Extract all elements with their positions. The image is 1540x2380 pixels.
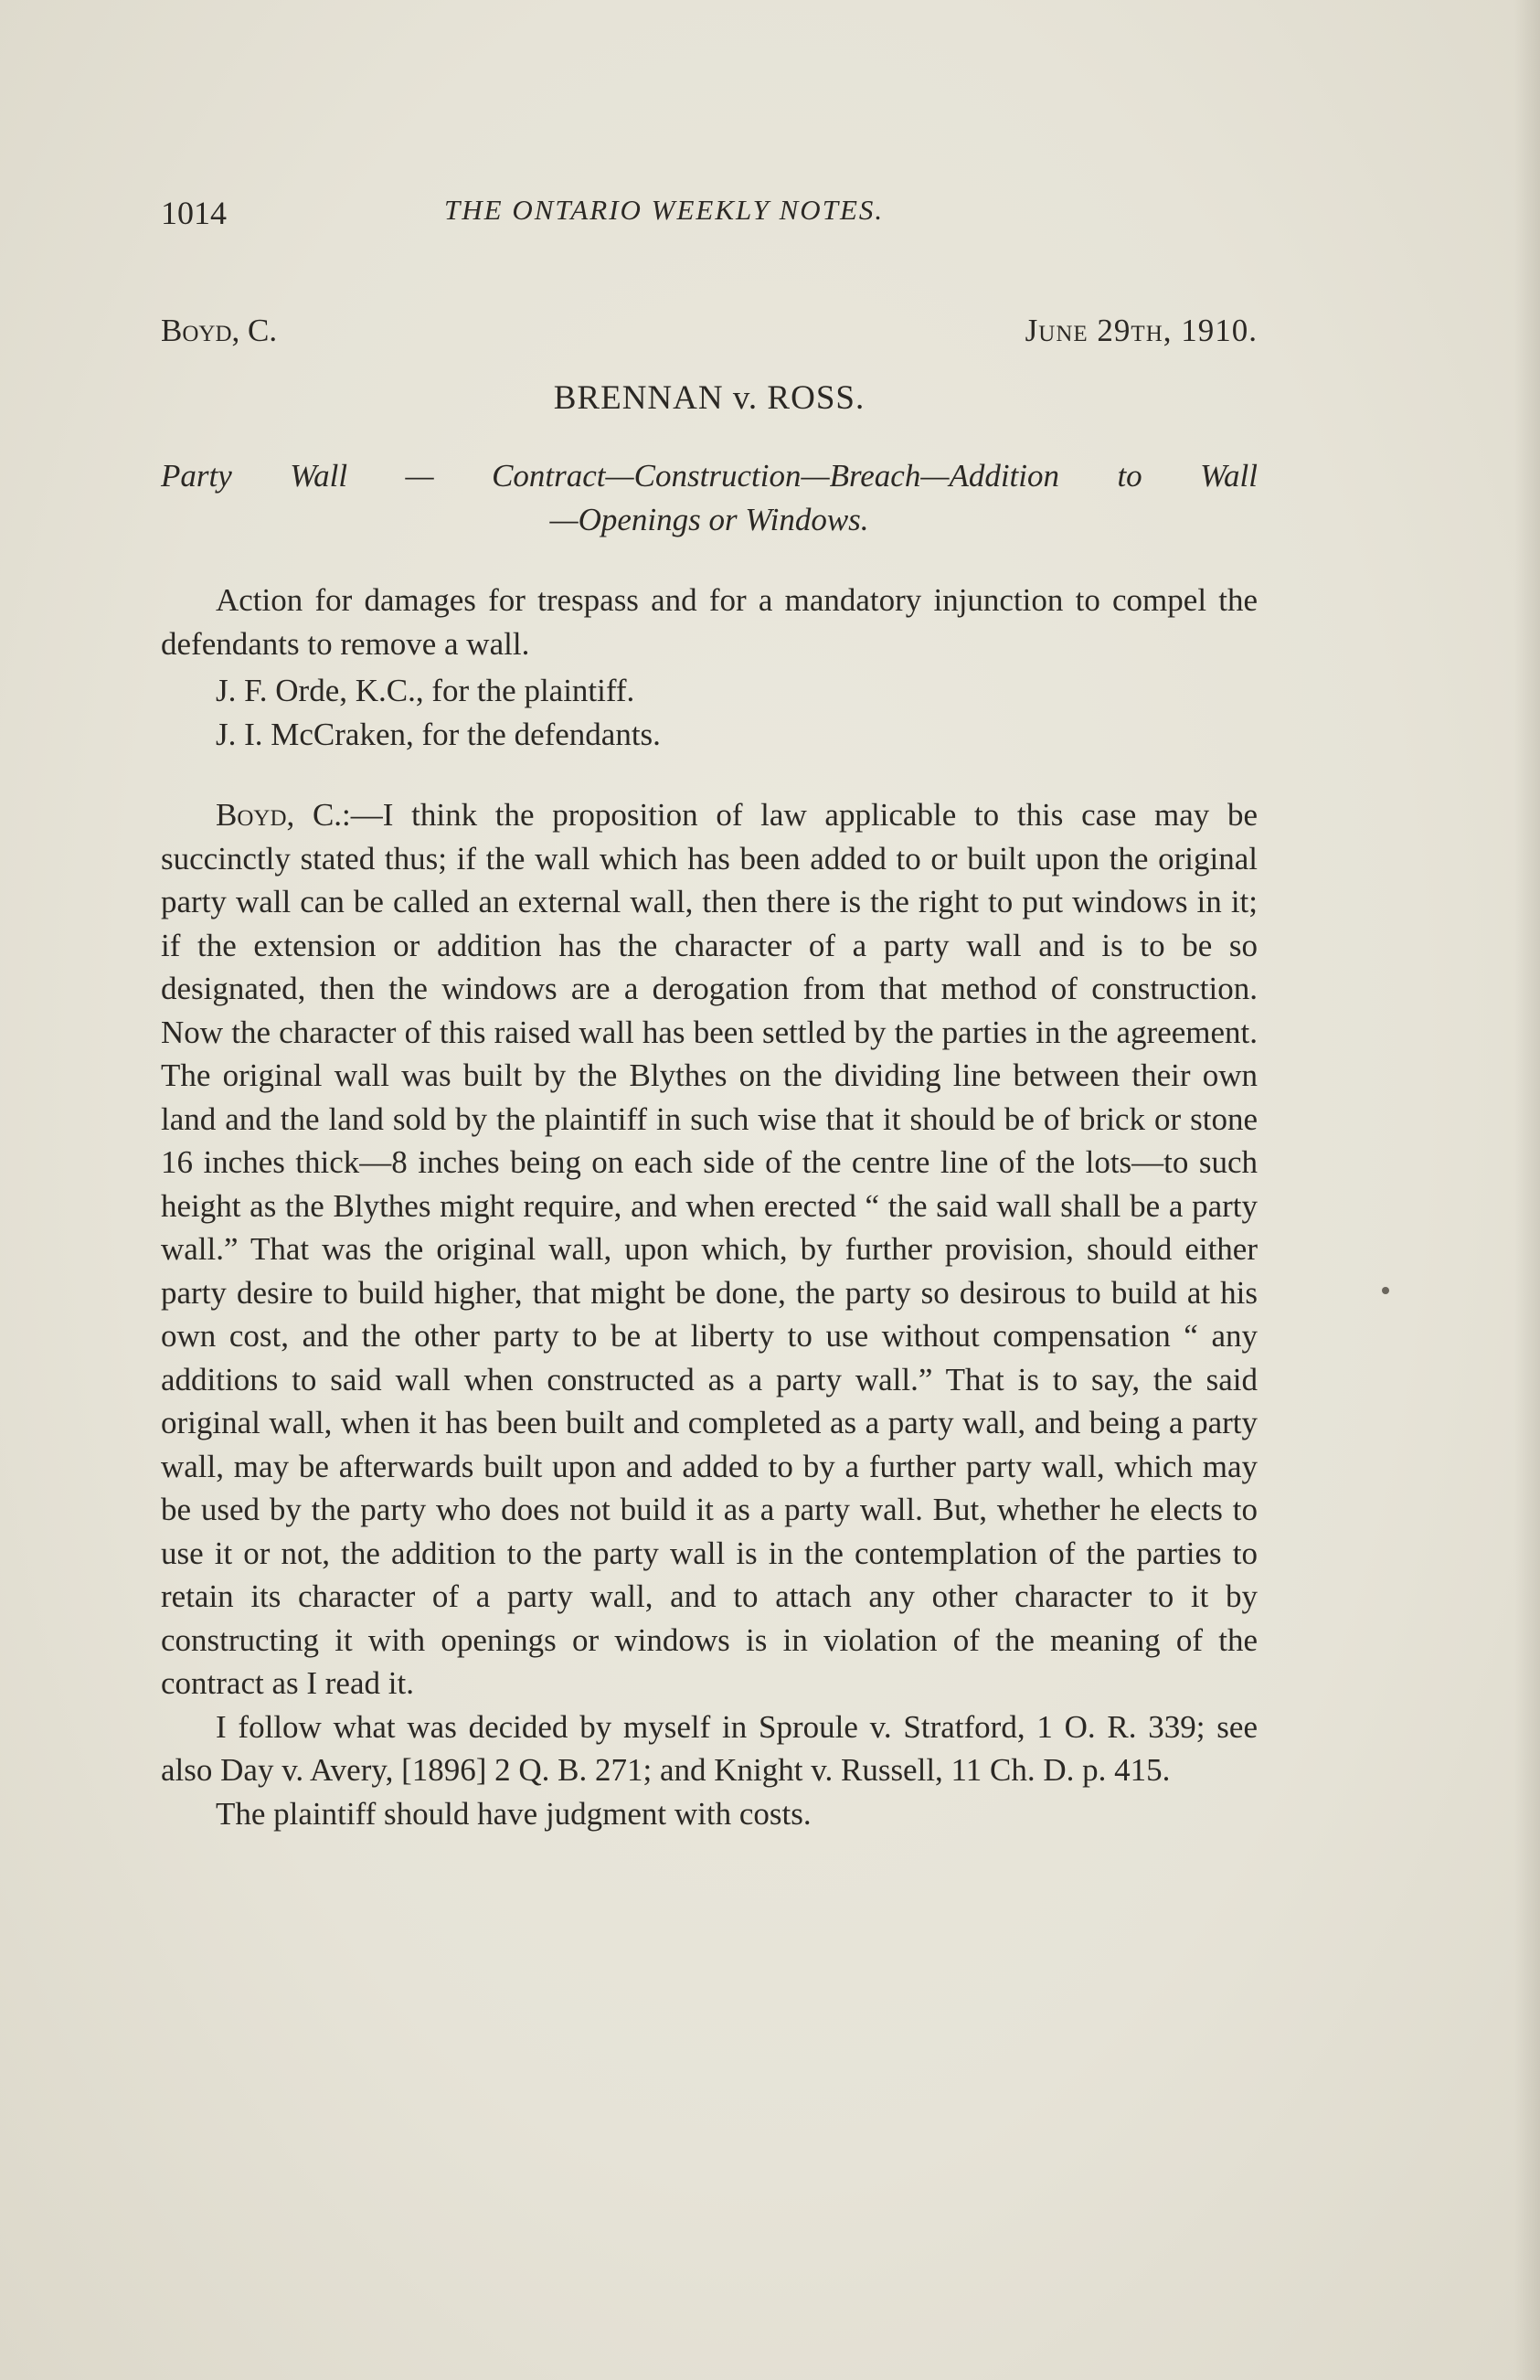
action-description: Action for damages for trespass and for a mandatory injunction to compel the defendants to remove a wall.	[161, 582, 1258, 662]
judgment-paragraph-1	[161, 793, 1258, 1705]
running-head	[161, 183, 1258, 238]
judgment-judge-lead: Boyd, C.	[216, 797, 343, 833]
counsel-list	[161, 669, 1258, 757]
counsel-plaintiff: J. F. Orde, K.C., for the plaintiff.	[216, 673, 635, 708]
judge-name: Boyd, C.	[161, 313, 278, 348]
counsel-defendants: J. I. McCraken, for the defendants.	[216, 717, 661, 752]
case-title: BRENNAN v. ROSS.	[553, 379, 866, 417]
headnote-line-1: Party Wall — Contract—Construction—Breach—Addition to Wall	[161, 458, 1258, 494]
headnote-line-2: —Openings or Windows.	[549, 502, 869, 537]
journal-title: THE ONTARIO WEEKLY NOTES.	[444, 194, 885, 226]
paper-speck	[1382, 1287, 1389, 1294]
judgment-paragraph-3: The plaintiff should have judgment with costs.	[216, 1795, 812, 1832]
text-block	[161, 183, 1258, 1835]
judgment-paragraph-1-text: :—I think the proposition of law applicable to this case may be succinctly stated thus; if the wall which has been added to or built upon the original party wall can be called an external wall, then there is the right to put windows in it; if the extension or addition has the character of a party wall and is to be so designated, then the windows are a derogation from that method of construction. Now the character of this raised wall has been settled by the parties in the agreement. The original wall was built by the Blythes on the dividing line between their own land and the land sold by the plaintiff in such wise that it should be of brick or stone 16 inches thick—8 inches being on each side of the centre line of the lots—to such height as the Blythes might require, and when erected “ the said wall shall be a party wall.” That was the original wall, upon which, by further provision, should either party desire to build higher, that might be done, the party so desirous to build at his own cost, and the other party to be at liberty to use without compensation “ any additions to said wall when constructed as a party wall.” That is to say, the said original wall, when it has been built and completed as a party wall, and being a party wall, may be afterwards built upon and added to by a further party wall, which may be used by the party who does not build it as a party wall. But, whether he elects to use it or not, the addition to the party wall is in the contemplation of the parties to retain its character of a party wall, and to attach any other character to it by constructing it with openings or windows is in violation of the meaning of the contract as I read it.	[161, 797, 1258, 1701]
judgment	[161, 793, 1258, 1835]
decision-date: June 29th, 1910.	[1025, 313, 1258, 348]
page-number: 1014	[161, 195, 227, 231]
judgment-paragraph-2: I follow what was decided by myself in Sproule v. Stratford, 1 O. R. 339; see also Day v. Avery, [1896] 2 Q. B. 271; and Knight v. Russell, 11 Ch. D. p. 415.	[161, 1708, 1258, 1788]
case-header	[161, 313, 1258, 358]
page-edge-shadow	[1514, 0, 1540, 2380]
headnote	[161, 454, 1258, 542]
